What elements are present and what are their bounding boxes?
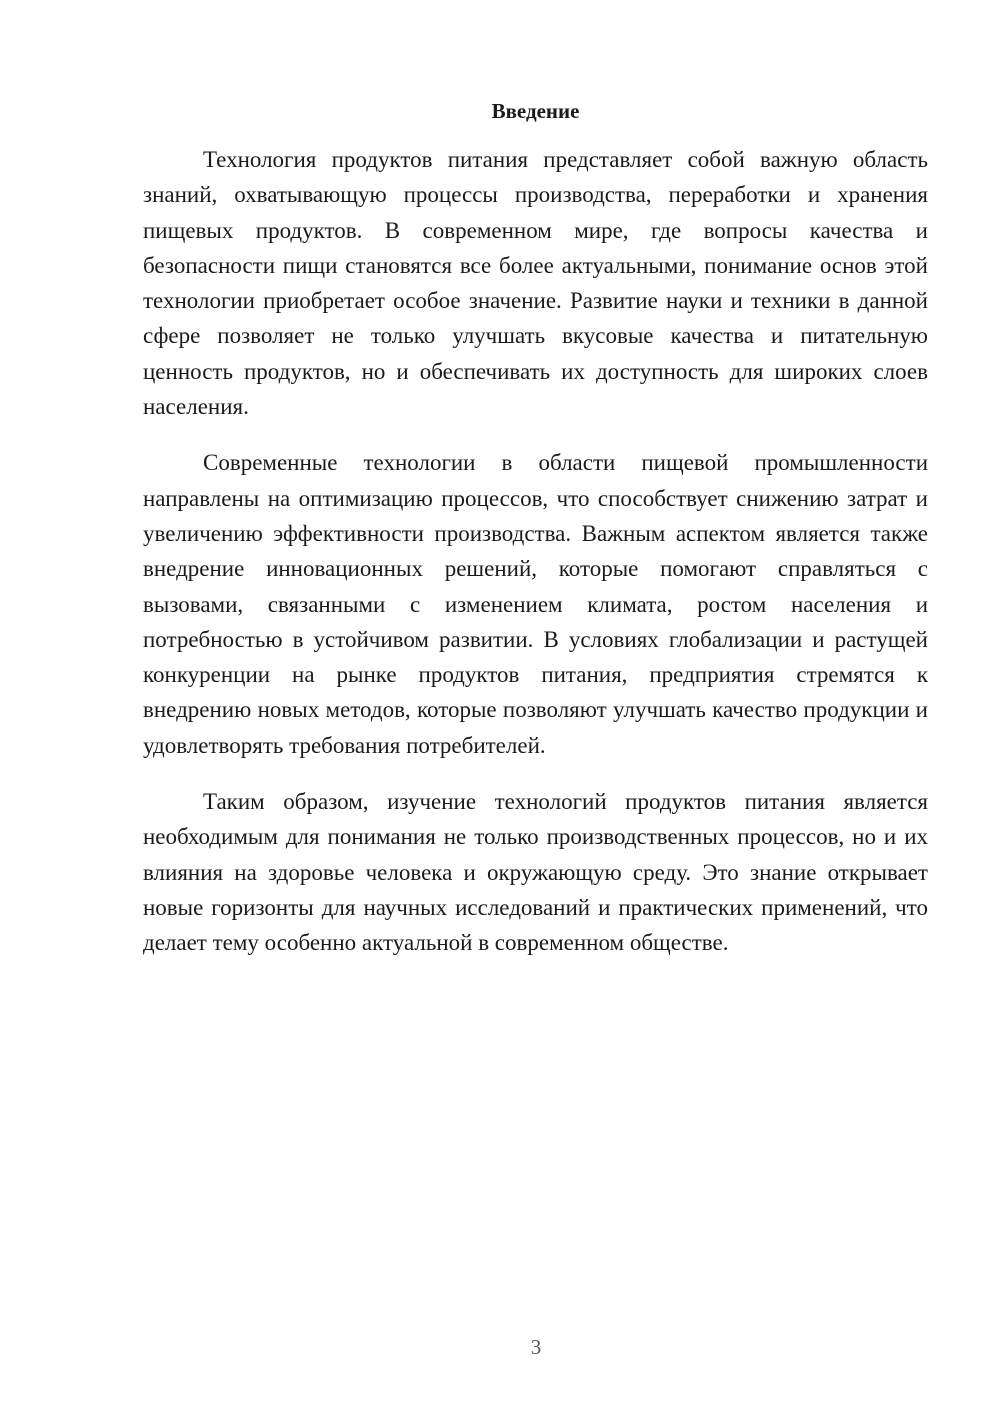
- page-number: 3: [530, 1335, 542, 1359]
- section-heading: Введение: [491, 99, 580, 123]
- paragraph-1: Технология продуктов питания представляет собой важную область знаний, охватывающую процессы производства, переработки и хранения пищевых продуктов. В современном мире, где вопросы качества и безопасности пищи становятся все более актуальными, понимание основ этой технологии приобретает особое значение. Развитие науки и техники в данной сфере позволяет не только улучшать вкусовые качества и питательную ценность продуктов, но и обеспечивать их доступность для широких слоев населения.: [143, 147, 928, 420]
- body-text: [143, 142, 928, 961]
- paragraph-3: Таким образом, изучение технологий продуктов питания является необходимым для понимания не только производственных процессов, но и их влияния на здоровье человека и окружающую среду. Это знание открывает новые горизонты для научных исследований и практических применений, что делает тему особенно актуальной в современном обществе.: [143, 789, 928, 956]
- paragraph-2: Современные технологии в области пищевой промышленности направлены на оптимизацию процессов, что способствует снижению затрат и увеличению эффективности производства. Важным аспектом является также внедрение инновационных решений, которые помогают справляться с вызовами, связанными с изменением климата, ростом населения и потребностью в устойчивом развитии. В условиях глобализации и растущей конкуренции на рынке продуктов питания, предприятия стремятся к внедрению новых методов, которые позволяют улучшать качество продукции и удовлетворять требования потребителей.: [143, 450, 928, 758]
